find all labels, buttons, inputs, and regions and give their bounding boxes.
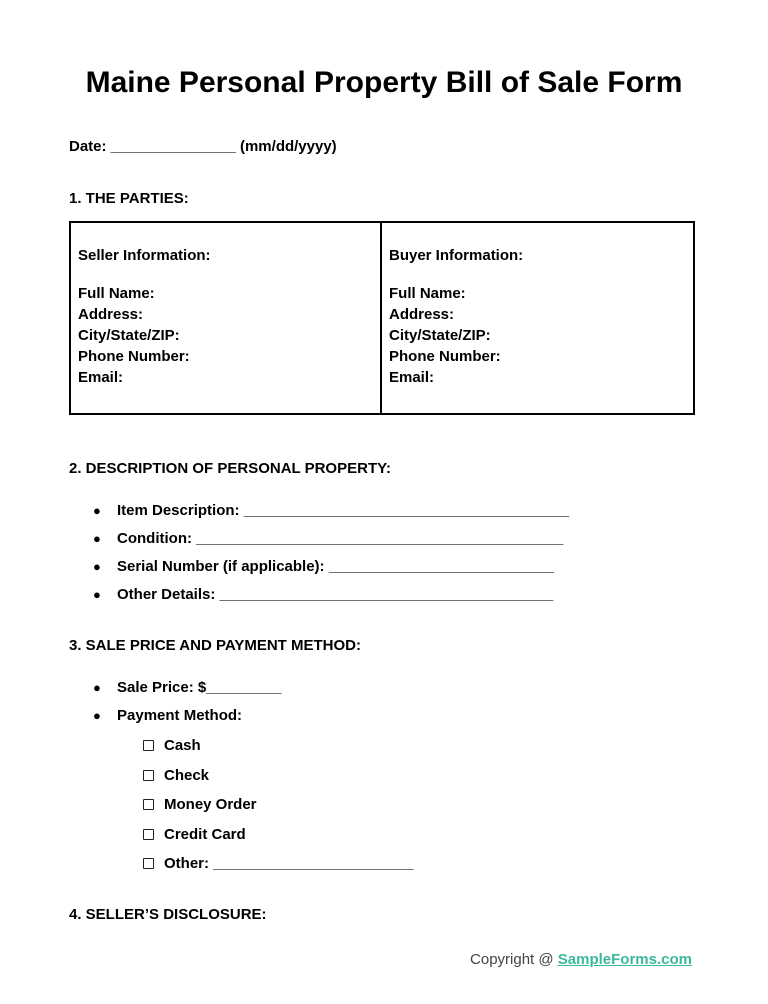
payment-option-label: Cash [164, 737, 201, 754]
bullet-icon: ● [93, 708, 101, 723]
buyer-city-state-zip-label: City/State/ZIP: [389, 327, 491, 344]
payment-option-other[interactable] [141, 852, 413, 882]
copyright-text: Copyright @ [470, 951, 558, 968]
list-item [93, 581, 569, 609]
payment-option-money-order[interactable] [141, 793, 413, 823]
payment-option-label: Other: ________________________ [164, 855, 414, 872]
other-details-line: Other Details: ________________________________________ [117, 586, 554, 603]
bullet-icon: ● [93, 680, 101, 695]
seller-address-label: Address: [78, 306, 144, 323]
price-list [93, 674, 281, 730]
list-item [93, 525, 569, 553]
seller-full-name-label: Full Name: [78, 285, 155, 302]
seller-phone-label: Phone Number: [78, 348, 190, 365]
seller-info-column [71, 223, 382, 413]
payment-method-label: Payment Method: [117, 707, 243, 724]
buyer-address-label: Address: [389, 306, 455, 323]
bullet-icon: ● [93, 587, 101, 602]
item-description-line: Item Description: _______________________________________ [117, 502, 570, 519]
condition-line: Condition: ____________________________________________ [117, 530, 564, 547]
buyer-phone-label: Phone Number: [389, 348, 501, 365]
checkbox-icon[interactable] [143, 740, 154, 751]
section-price-heading: 3. SALE PRICE AND PAYMENT METHOD: [69, 637, 361, 654]
footer-copyright [470, 951, 692, 968]
list-item [93, 702, 281, 730]
buyer-info-column [382, 223, 693, 413]
description-list [93, 497, 569, 609]
buyer-info-title: Buyer Information: [389, 247, 524, 264]
checkbox-icon[interactable] [143, 799, 154, 810]
payment-option-label: Check [164, 766, 210, 784]
section-parties-heading: 1. THE PARTIES: [69, 190, 189, 207]
checkbox-icon[interactable] [143, 829, 154, 840]
list-item [93, 497, 569, 525]
list-item [93, 674, 281, 702]
buyer-email-label: Email: [389, 369, 435, 386]
section-disclosure-heading: 4. SELLER’S DISCLOSURE: [69, 906, 267, 923]
list-item [93, 553, 569, 581]
bullet-icon: ● [93, 559, 101, 574]
parties-table [69, 221, 695, 415]
sampleforms-link[interactable]: SampleForms.com [557, 951, 692, 968]
seller-city-state-zip-label: City/State/ZIP: [78, 327, 180, 344]
payment-option-check[interactable] [141, 764, 413, 794]
payment-option-cash[interactable] [141, 734, 413, 764]
serial-number-line: Serial Number (if applicable): ___________________________ [117, 558, 554, 575]
payment-options-list [141, 734, 413, 882]
bullet-icon: ● [93, 531, 101, 546]
payment-option-credit-card[interactable] [141, 823, 413, 853]
form-title: Maine Personal Property Bill of Sale Form [85, 66, 683, 99]
buyer-full-name-label: Full Name: [389, 285, 466, 302]
payment-option-label: Money Order [164, 796, 257, 813]
section-description-heading: 2. DESCRIPTION OF PERSONAL PROPERTY: [69, 460, 391, 477]
date-line: Date: _______________ (mm/dd/yyyy) [69, 138, 337, 155]
seller-email-label: Email: [78, 369, 124, 386]
seller-info-title: Seller Information: [78, 247, 211, 264]
sale-price-line: Sale Price: $_________ [117, 679, 282, 696]
bullet-icon: ● [93, 503, 101, 518]
checkbox-icon[interactable] [143, 858, 154, 869]
checkbox-icon[interactable] [143, 770, 154, 781]
payment-option-label: Credit Card [164, 825, 246, 843]
